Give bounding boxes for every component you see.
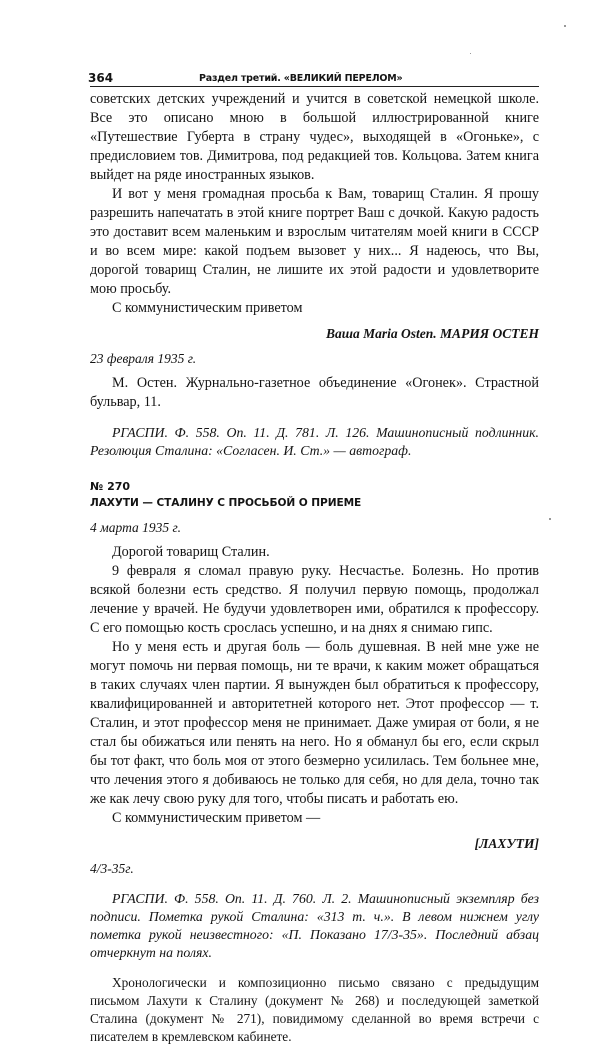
archive-reference: РГАСПИ. Ф. 558. Оп. 11. Д. 781. Л. 126. Машинописный подлинник. Резолюция Сталина: «Согласен. И. Ст.» — автограф. — [90, 425, 539, 458]
body-paragraph: И вот у меня громадная просьба к Вам, товарищ Сталин. Я прошу разрешить напечатать в этой книге портрет Ваш с дочкой. Какую радость это доставит всем маленьким и взрослым читателям моей книги в СССР и во всем мире: какой подъем вызовет у них... Я надеюсь, что Вы, дорогой товарищ Сталин, не лишите их этой радости и удовлетворите мою просьбу. — [90, 186, 539, 297]
letter-signature: [ЛАХУТИ] — [474, 836, 539, 851]
letter-address: М. Остен. Журнально-газетное объединение «Огонек». Страстной бульвар, 11. — [90, 375, 539, 410]
page-number: 364 — [88, 71, 114, 85]
page-header — [90, 70, 539, 87]
document-title: ЛАХУТИ — СТАЛИНУ С ПРОСЬБОЙ О ПРИЕМЕ — [90, 497, 362, 509]
body-paragraph: советских детских учреждений и учится в советской немецкой школе. Все это описано мною в большой иллюстрированной книге «Путешествие Губерта в страну чудес», выходящей в «Огоньке», с предисловием тов. Димитрова, под редакцией тов. Кольцова. Затем книга выйдет на ряде иностранных языков. — [90, 91, 539, 183]
editorial-commentary: Хронологически и композиционно письмо связано с предыдущим письмом Лахути к Сталину (документ № 268) и последующей заметкой Сталина (документ № 271), повидимому сделанной во время встречи с писателем в кремлевском кабинете. — [90, 975, 539, 1044]
page-body — [90, 90, 539, 1046]
document-date: 4 марта 1935 г. — [90, 520, 181, 535]
body-paragraph: Но у меня есть и другая боль — боль душевная. В ней мне уже не могут помочь ни первая помощь, ни те врачи, к каким может обращаться в таких случаях член партии. Я вынужден был обратиться к профессору, квалифицированней и авторитетней которого нет. Этот профессор — т. Сталин, и этот профессор меня не принимает. Даже умирая от боли, я не стал бы обижаться или пенять на него. Но я обманул бы его, если скрыл бы тот факт, что боль моя от этого безмерно усилилась. Тем больнее мне, что лечения этого я добиваюсь не только для себя, но для дела, точно так же как лечу свою руку для того, чтобы писать и работать ею. — [90, 639, 539, 807]
document-number: № 270 — [90, 480, 131, 493]
scan-speck — [470, 53, 471, 54]
scan-speck — [564, 25, 566, 27]
letter-signature: Ваша Maria Osten. МАРИЯ ОСТЕН — [326, 326, 539, 341]
letter-date: 23 февраля 1935 г. — [90, 351, 197, 366]
letter-closing: С коммунистическим приветом — [112, 300, 303, 316]
letter-salutation: Дорогой товарищ Сталин. — [112, 544, 270, 560]
body-paragraph: 9 февраля я сломал правую руку. Несчастье. Болезнь. Но против всякой болезни есть средство. Я получил первую помощь, продолжал лечение у врачей. Не будучи удовлетворен ими, обратился к профессору. С его помощью кость срослась успешно, и на днях я снимаю гипс. — [90, 563, 539, 636]
running-head: Раздел третий. «ВЕЛИКИЙ ПЕРЕЛОМ» — [199, 73, 403, 84]
letter-short-date: 4/3-35г. — [90, 861, 134, 876]
letter-closing: С коммунистическим приветом — — [112, 810, 321, 826]
scan-speck — [549, 518, 551, 520]
archive-reference: РГАСПИ. Ф. 558. Оп. 11. Д. 760. Л. 2. Машинописный экземпляр без подписи. Пометка рукой Сталина: «313 т. ч.». В левом нижнем углу пометка рукой неизвестного: «П. Показано 17/3-35». Последний абзац отчеркнут на полях. — [90, 891, 539, 960]
